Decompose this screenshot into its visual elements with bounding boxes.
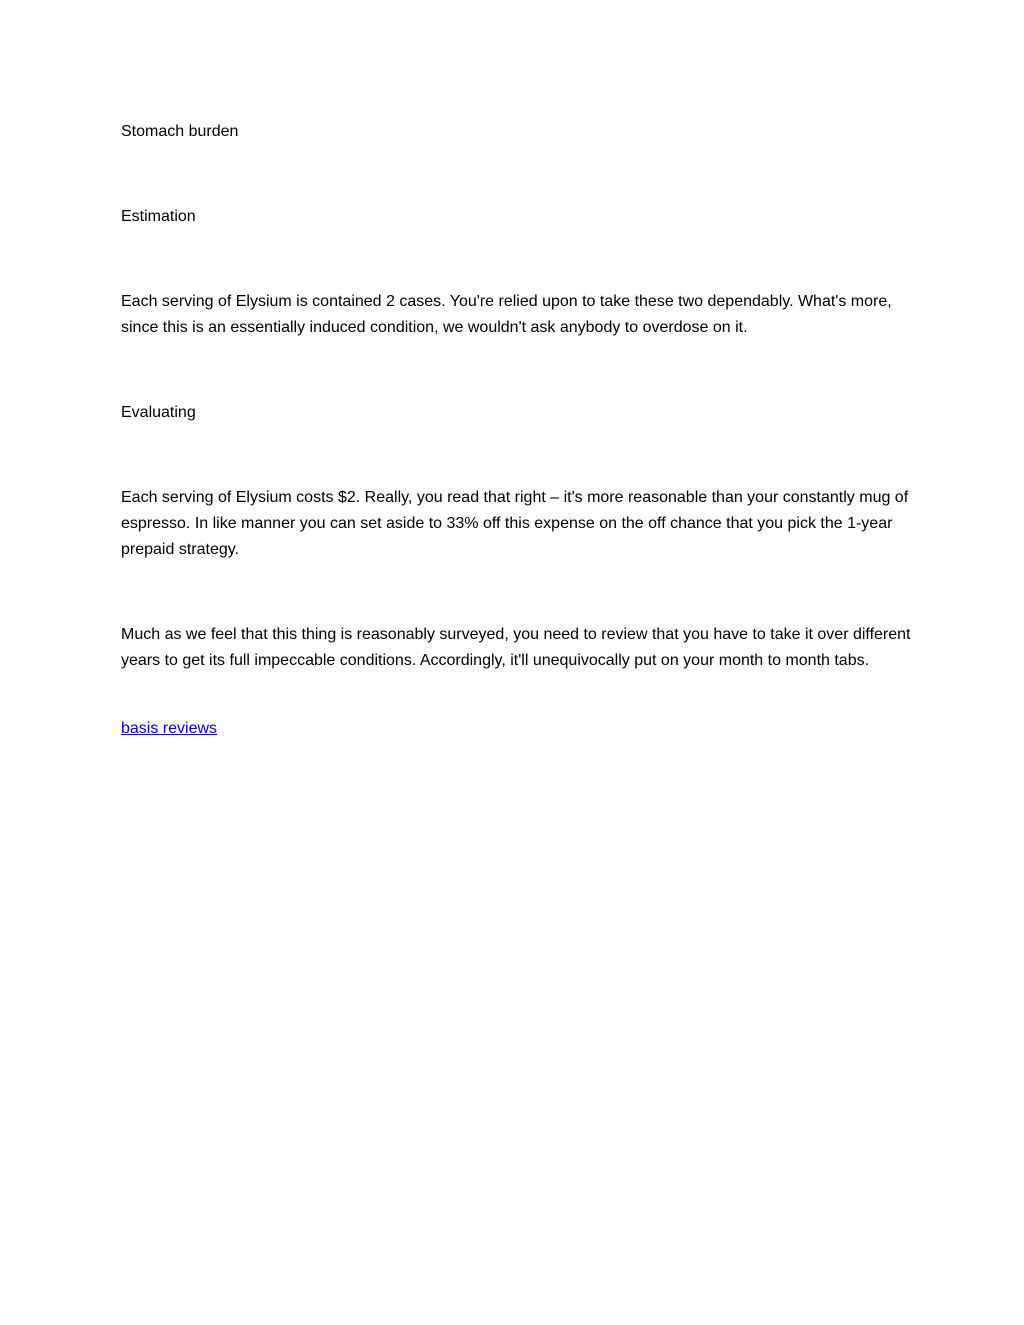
paragraph-estimation: Each serving of Elysium is contained 2 cases. You're relied upon to take these two dependably. What's more, since this is an essentially induced condition, we wouldn't ask anybody to overdose on it. <box>121 293 892 336</box>
basis-reviews-link[interactable]: basis reviews <box>121 720 218 737</box>
paragraph-pricing: Each serving of Elysium costs $2. Really, you read that right – it's more reasonable than your constantly mug of espresso. In like manner you can set aside to 33% off this expense on the off chance that you pick the 1-year prepaid strategy. <box>121 489 909 558</box>
heading-stomach-burden: Stomach burden <box>121 123 239 140</box>
heading-evaluating: Evaluating <box>121 404 196 421</box>
paragraph-review: Much as we feel that this thing is reasonably surveyed, you need to review that you have to take it over different years to get its full impeccable conditions. Accordingly, it'll unequivocally put on your month to month tabs. <box>121 626 911 669</box>
heading-estimation: Estimation <box>121 208 196 225</box>
